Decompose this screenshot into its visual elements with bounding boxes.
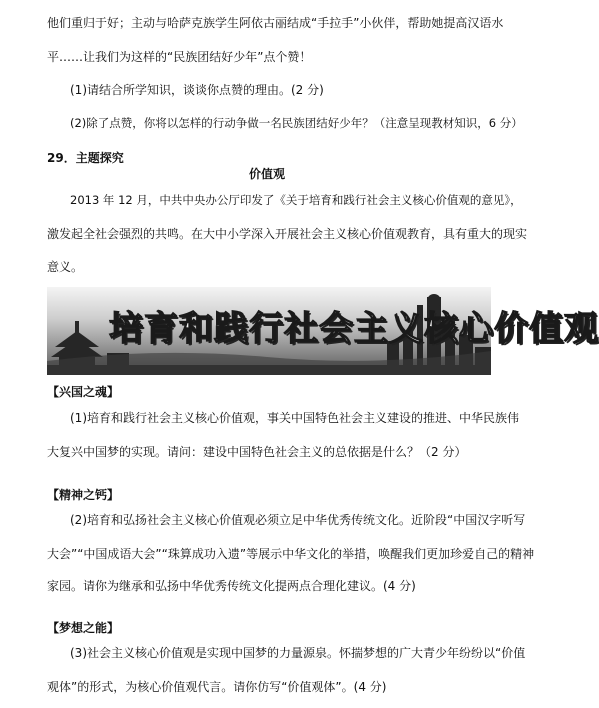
section-2-line: 大会”“中国成语大会”“珠算成功入遗”等展示中华文化的举措，唤醒我们更加珍爱自己的精神 bbox=[47, 547, 535, 561]
question-2: (2)除了点赞，你将以怎样的行动争做一名民族团结好少年？（注意呈现教材知识，6 分） bbox=[70, 116, 523, 130]
banner-image bbox=[47, 287, 599, 375]
section-3-line: (3)社会主义核心价值观是实现中国梦的力量源泉。怀揣梦想的广大青少年纷纷以“价值 bbox=[70, 646, 526, 660]
section-heading-1: 【兴国之魂】 bbox=[47, 385, 120, 399]
banner-title: 培育和践行社会主义核心价值观 bbox=[109, 309, 599, 349]
intro-line: 意义。 bbox=[47, 260, 84, 274]
section-heading-2: 【精神之钙】 bbox=[47, 488, 120, 502]
section-1-line: 大复兴中国梦的实现。请问：建设中国特色社会主义的总依据是什么？（2 分） bbox=[47, 445, 467, 459]
section-heading-3: 【梦想之能】 bbox=[47, 621, 120, 635]
section-1-line: (1)培育和践行社会主义核心价值观，事关中国特色社会主义建设的推进、中华民族伟 bbox=[70, 411, 520, 425]
paragraph-line: 他们重归于好；主动与哈萨克族学生阿依古丽结成“手拉手”小伙伴，帮助她提高汉语水 bbox=[47, 16, 504, 30]
question-1: (1)请结合所学知识，谈谈你点赞的理由。(2 分) bbox=[70, 83, 324, 97]
section-3-line: 观体”的形式，为核心价值观代言。请你仿写“价值观体”。(4 分) bbox=[47, 680, 387, 694]
section-2-line: (2)培育和弘扬社会主义核心价值观必须立足中华优秀传统文化。近阶段“中国汉字听写 bbox=[70, 513, 526, 527]
section-2-line: 家园。请你为继承和弘扬中华优秀传统文化提两点合理化建议。(4 分) bbox=[47, 579, 416, 593]
intro-line: 2013 年 12 月，中共中央办公厅印发了《关于培育和践行社会主义核心价值观的意见》， bbox=[70, 193, 522, 207]
paragraph-line: 平……让我们为这样的“民族团结好少年”点个赞！ bbox=[47, 50, 312, 64]
centered-title: 价值观 bbox=[249, 167, 286, 181]
intro-line: 激发起全社会强烈的共鸣。在大中小学深入开展社会主义核心价值观教育，具有重大的现实 bbox=[47, 227, 528, 241]
question-29-heading: 29．主题探究 bbox=[47, 151, 124, 165]
